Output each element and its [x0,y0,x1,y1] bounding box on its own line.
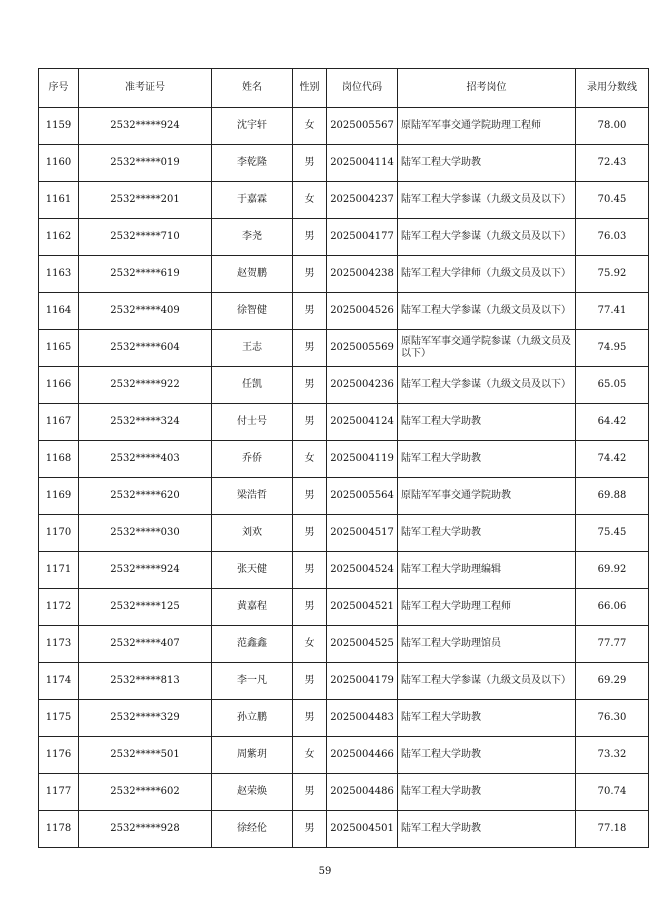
cutoff-score-cell: 78.00 [576,108,649,145]
position-cell: 陆军工程大学助理馆员 [398,626,576,663]
admission-ticket-no-cell: 2532*****403 [79,441,212,478]
name-cell: 张天健 [212,552,293,589]
position-cell: 原陆军军事交通学院助教 [398,478,576,515]
admission-ticket-no-cell: 2532*****407 [79,626,212,663]
admission-ticket-no-cell: 2532*****620 [79,478,212,515]
table-row [39,182,649,219]
gender-cell: 男 [293,552,327,589]
table-row [39,330,649,367]
position-cell: 陆军工程大学助教 [398,774,576,811]
cutoff-score-cell: 69.29 [576,663,649,700]
cutoff-score-cell: 77.18 [576,811,649,848]
header-row [39,69,649,108]
header-cutoff-score: 录用分数线 [576,69,649,108]
position-cell: 陆军工程大学参谋（九级文员及以下） [398,663,576,700]
gender-cell: 男 [293,700,327,737]
admission-ticket-no-cell: 2532*****409 [79,293,212,330]
gender-cell: 男 [293,145,327,182]
name-cell: 范鑫鑫 [212,626,293,663]
cutoff-score-cell: 75.45 [576,515,649,552]
serial-no-cell: 1159 [39,108,79,145]
position-code-cell: 2025004237 [327,182,398,219]
table-row [39,515,649,552]
table-row [39,441,649,478]
table-row [39,774,649,811]
gender-cell: 女 [293,108,327,145]
gender-cell: 男 [293,663,327,700]
serial-no-cell: 1170 [39,515,79,552]
name-cell: 赵荣焕 [212,774,293,811]
serial-no-cell: 1172 [39,589,79,626]
serial-no-cell: 1168 [39,441,79,478]
admission-ticket-no-cell: 2532*****030 [79,515,212,552]
position-code-cell: 2025004177 [327,219,398,256]
position-code-cell: 2025004483 [327,700,398,737]
position-cell: 陆军工程大学助理工程师 [398,589,576,626]
admission-ticket-no-cell: 2532*****019 [79,145,212,182]
cutoff-score-cell: 65.05 [576,367,649,404]
admission-ticket-no-cell: 2532*****604 [79,330,212,367]
name-cell: 周紫玥 [212,737,293,774]
cutoff-score-cell: 74.95 [576,330,649,367]
name-cell: 徐经伦 [212,811,293,848]
cutoff-score-cell: 70.45 [576,182,649,219]
serial-no-cell: 1174 [39,663,79,700]
serial-no-cell: 1175 [39,700,79,737]
cutoff-score-cell: 66.06 [576,589,649,626]
table-row [39,700,649,737]
table-body [39,108,649,848]
admission-ticket-no-cell: 2532*****924 [79,108,212,145]
admission-ticket-no-cell: 2532*****928 [79,811,212,848]
position-code-cell: 2025004119 [327,441,398,478]
position-code-cell: 2025004517 [327,515,398,552]
admission-score-table [38,68,649,848]
cutoff-score-cell: 77.41 [576,293,649,330]
position-code-cell: 2025004525 [327,626,398,663]
position-cell: 陆军工程大学律师（九级文员及以下） [398,256,576,293]
cutoff-score-cell: 75.92 [576,256,649,293]
serial-no-cell: 1166 [39,367,79,404]
gender-cell: 男 [293,293,327,330]
name-cell: 刘欢 [212,515,293,552]
header-gender: 性别 [293,69,327,108]
position-code-cell: 2025004486 [327,774,398,811]
position-cell: 陆军工程大学参谋（九级文员及以下） [398,182,576,219]
table-row [39,145,649,182]
admission-ticket-no-cell: 2532*****813 [79,663,212,700]
admission-ticket-no-cell: 2532*****619 [79,256,212,293]
position-code-cell: 2025004236 [327,367,398,404]
cutoff-score-cell: 69.92 [576,552,649,589]
table-row [39,552,649,589]
position-cell: 陆军工程大学助教 [398,515,576,552]
table-row [39,589,649,626]
cutoff-score-cell: 74.42 [576,441,649,478]
name-cell: 孙立鹏 [212,700,293,737]
position-cell: 陆军工程大学参谋（九级文员及以下） [398,219,576,256]
table-row [39,811,649,848]
admission-ticket-no-cell: 2532*****501 [79,737,212,774]
cutoff-score-cell: 69.88 [576,478,649,515]
position-cell: 陆军工程大学助理编辑 [398,552,576,589]
table-row [39,404,649,441]
position-code-cell: 2025004466 [327,737,398,774]
name-cell: 付士号 [212,404,293,441]
serial-no-cell: 1176 [39,737,79,774]
admission-ticket-no-cell: 2532*****125 [79,589,212,626]
gender-cell: 女 [293,737,327,774]
position-code-cell: 2025005569 [327,330,398,367]
admission-ticket-no-cell: 2532*****710 [79,219,212,256]
table-row [39,256,649,293]
admission-ticket-no-cell: 2532*****602 [79,774,212,811]
serial-no-cell: 1171 [39,552,79,589]
serial-no-cell: 1177 [39,774,79,811]
name-cell: 沈宇轩 [212,108,293,145]
gender-cell: 男 [293,330,327,367]
gender-cell: 男 [293,256,327,293]
cutoff-score-cell: 76.30 [576,700,649,737]
admission-ticket-no-cell: 2532*****324 [79,404,212,441]
cutoff-score-cell: 70.74 [576,774,649,811]
position-cell: 陆军工程大学助教 [398,737,576,774]
table-row [39,367,649,404]
position-code-cell: 2025004238 [327,256,398,293]
table-row [39,108,649,145]
position-cell: 原陆军军事交通学院参谋（九级文员及以下） [398,330,576,367]
header-position-code: 岗位代码 [327,69,398,108]
serial-no-cell: 1178 [39,811,79,848]
position-cell: 陆军工程大学参谋（九级文员及以下） [398,293,576,330]
position-cell: 陆军工程大学助教 [398,404,576,441]
name-cell: 李一凡 [212,663,293,700]
name-cell: 于嘉霖 [212,182,293,219]
cutoff-score-cell: 73.32 [576,737,649,774]
gender-cell: 男 [293,478,327,515]
table-row [39,663,649,700]
table-row [39,478,649,515]
position-cell: 陆军工程大学助教 [398,145,576,182]
gender-cell: 女 [293,626,327,663]
position-code-cell: 2025004524 [327,552,398,589]
header-serial-no: 序号 [39,69,79,108]
position-cell: 陆军工程大学助教 [398,441,576,478]
admission-ticket-no-cell: 2532*****922 [79,367,212,404]
serial-no-cell: 1160 [39,145,79,182]
position-code-cell: 2025004114 [327,145,398,182]
serial-no-cell: 1161 [39,182,79,219]
gender-cell: 男 [293,589,327,626]
cutoff-score-cell: 72.43 [576,145,649,182]
serial-no-cell: 1162 [39,219,79,256]
position-code-cell: 2025004526 [327,293,398,330]
header-position: 招考岗位 [398,69,576,108]
gender-cell: 男 [293,515,327,552]
position-code-cell: 2025005567 [327,108,398,145]
name-cell: 任凯 [212,367,293,404]
position-code-cell: 2025005564 [327,478,398,515]
page-number: 59 [318,866,332,877]
gender-cell: 男 [293,774,327,811]
position-cell: 陆军工程大学参谋（九级文员及以下） [398,367,576,404]
header-name: 姓名 [212,69,293,108]
gender-cell: 男 [293,219,327,256]
serial-no-cell: 1173 [39,626,79,663]
serial-no-cell: 1167 [39,404,79,441]
name-cell: 梁浩哲 [212,478,293,515]
serial-no-cell: 1169 [39,478,79,515]
gender-cell: 男 [293,811,327,848]
position-code-cell: 2025004124 [327,404,398,441]
header-admission-ticket-no: 准考证号 [79,69,212,108]
admission-ticket-no-cell: 2532*****329 [79,700,212,737]
name-cell: 李尧 [212,219,293,256]
gender-cell: 女 [293,182,327,219]
name-cell: 黄嘉程 [212,589,293,626]
position-cell: 陆军工程大学助教 [398,700,576,737]
gender-cell: 男 [293,367,327,404]
gender-cell: 男 [293,404,327,441]
position-cell: 原陆军军事交通学院助理工程师 [398,108,576,145]
position-code-cell: 2025004501 [327,811,398,848]
cutoff-score-cell: 76.03 [576,219,649,256]
name-cell: 李乾隆 [212,145,293,182]
position-code-cell: 2025004521 [327,589,398,626]
serial-no-cell: 1163 [39,256,79,293]
name-cell: 徐智健 [212,293,293,330]
table-row [39,219,649,256]
gender-cell: 女 [293,441,327,478]
name-cell: 王志 [212,330,293,367]
table-row [39,737,649,774]
position-code-cell: 2025004179 [327,663,398,700]
table-row [39,626,649,663]
name-cell: 乔侨 [212,441,293,478]
admission-ticket-no-cell: 2532*****924 [79,552,212,589]
serial-no-cell: 1165 [39,330,79,367]
name-cell: 赵贺鹏 [212,256,293,293]
position-cell: 陆军工程大学助教 [398,811,576,848]
cutoff-score-cell: 77.77 [576,626,649,663]
serial-no-cell: 1164 [39,293,79,330]
cutoff-score-cell: 64.42 [576,404,649,441]
table-row [39,293,649,330]
admission-ticket-no-cell: 2532*****201 [79,182,212,219]
